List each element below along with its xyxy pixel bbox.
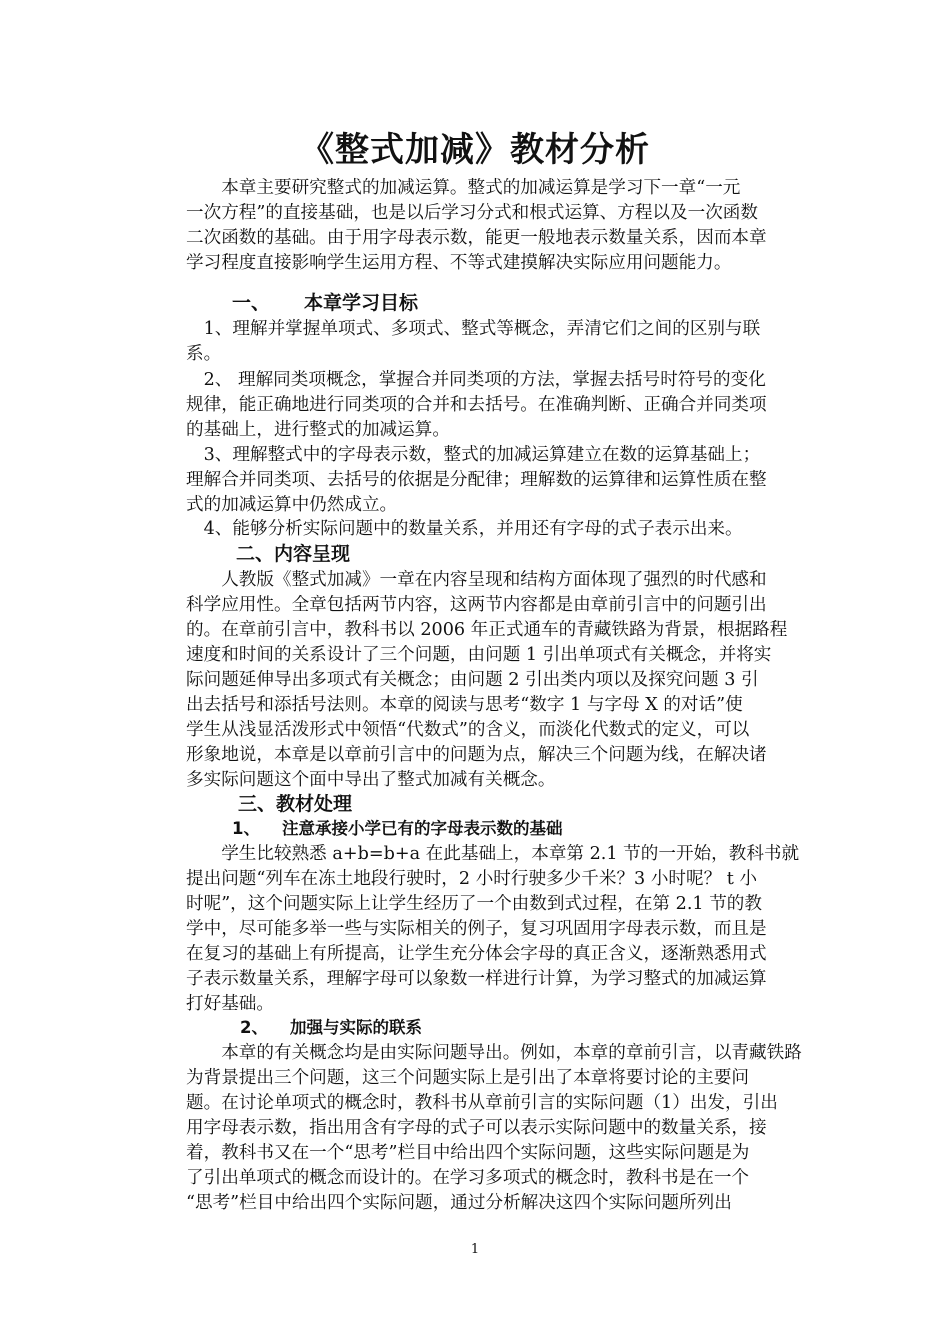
text-line: 学生比较熟悉 a+b=b+a 在此基础上，本章第 2.1 节的一开始，教科书就 <box>186 844 800 864</box>
text-line: 3、理解整式中的字母表示数，整式的加减运算建立在数的运算基础上； <box>186 445 761 465</box>
text-line: 学生从浅显活泼形式中领悟“代数式”的含义，而淡化代数式的定义，可以 <box>186 720 750 740</box>
subsection-number: 2、 <box>240 1018 268 1037</box>
text-line: 理解合并同类项、去括号的依据是分配律；理解数的运算律和运算性质在整 <box>186 470 767 490</box>
text-line: 形象地说，本章是以章前引言中的问题为点，解决三个问题为线，在解决诸 <box>186 745 767 765</box>
text-line: 本章主要研究整式的加减运算。整式的加减运算是学习下一章“一元 <box>186 178 741 198</box>
text-line: 4、能够分析实际问题中的数量关系，并用还有字母的式子表示出来。 <box>186 519 743 539</box>
page-title: 《整式加减》教材分析 <box>300 130 650 170</box>
text-line: 学习程度直接影响学生运用方程、不等式建摸解决实际应用问题能力。 <box>186 253 732 273</box>
text-line: 在复习的基础上有所提高，让学生充分体会字母的真正含义，逐渐熟悉用式 <box>186 944 767 964</box>
subsection-1-paragraph <box>186 842 808 1017</box>
intro-paragraph <box>186 176 808 276</box>
subsection-number: 1、 <box>232 819 260 838</box>
text-line: 着，教科书又在一个“思考”栏目中给出四个实际问题，这些实际问题是为 <box>186 1143 750 1163</box>
text-line: 的。在章前引言中，教科书以 2006 年正式通车的青藏铁路为背景，根据路程 <box>186 620 788 640</box>
subsection-title: 加强与实际的联系 <box>289 1018 422 1037</box>
section-heading-goals <box>232 290 418 316</box>
goal-item-2 <box>186 368 808 443</box>
text-line: 多实际问题这个面中导出了整式加减有关概念。 <box>186 770 556 790</box>
text-line: 速度和时间的关系设计了三个问题，由问题 1 引出单项式有关概念，并将实 <box>186 645 772 665</box>
text-line: 的基础上，进行整式的加减运算。 <box>186 420 450 440</box>
text-line: 题。在讨论单项式的概念时，教科书从章前引言的实际问题（1）出发，引出 <box>186 1093 778 1113</box>
text-line: 人教版《整式加减》一章在内容呈现和结构方面体现了强烈的时代感和 <box>186 570 767 590</box>
text-line: “思考”栏目中给出四个实际问题，通过分析解决这四个实际问题所列出 <box>186 1193 732 1213</box>
text-line: 二次函数的基础。由于用字母表示数，能更一般地表示数量关系，因而本章 <box>186 228 767 248</box>
content-paragraph <box>186 568 808 793</box>
text-line: 用字母表示数，指出用含有字母的式子可以表示实际问题中的数量关系，接 <box>186 1118 767 1138</box>
text-line: 科学应用性。全章包括两节内容，这两节内容都是由章前引言中的问题引出 <box>186 595 767 615</box>
text-line: 一次方程”的直接基础，也是以后学习分式和根式运算、方程以及一次函数 <box>186 203 758 223</box>
text-line: 提出问题“列车在冻土地段行驶时，2 小时行驶多少千米？3 小时呢？ t 小 <box>186 869 758 889</box>
goal-item-3 <box>186 443 808 518</box>
text-line: 1、理解并掌握单项式、多项式、整式等概念，弄清它们之间的区别与联 <box>186 319 761 339</box>
text-line: 了引出单项式的概念而设计的。在学习多项式的概念时，教科书是在一个 <box>186 1168 750 1188</box>
text-line: 时呢”，这个问题实际上让学生经历了一个由数到式过程，在第 2.1 节的教 <box>186 894 762 914</box>
section-title: 本章学习目标 <box>304 292 419 314</box>
text-line: 出去括号和添括号法则。本章的阅读与思考“数字 1 与字母 X 的对话”使 <box>186 695 743 715</box>
subsection-heading-1 <box>232 817 562 841</box>
page-number: 1 <box>470 1242 480 1257</box>
subsection-heading-2 <box>240 1016 422 1040</box>
section-heading-processing: 三、教材处理 <box>238 793 353 815</box>
text-line: 系。 <box>186 344 222 364</box>
text-line: 规律，能正确地进行同类项的合并和去括号。在准确判断、正确合并同类项 <box>186 395 767 415</box>
text-line: 2、 理解同类项概念，掌握合并同类项的方法，掌握去括号时符号的变化 <box>186 370 766 390</box>
subsection-title: 注意承接小学已有的字母表示数的基础 <box>281 819 563 838</box>
goal-item-1 <box>186 317 808 367</box>
section-heading-content: 二、内容呈现 <box>236 543 351 565</box>
text-line: 子表示数量关系，理解字母可以象数一样进行计算，为学习整式的加减运算 <box>186 969 767 989</box>
text-line: 式的加减运算中仍然成立。 <box>186 495 398 515</box>
text-line: 本章的有关概念均是由实际问题导出。例如，本章的章前引言，以青藏铁路 <box>186 1043 802 1063</box>
subsection-2-paragraph <box>186 1041 808 1216</box>
goal-item-4 <box>186 517 808 542</box>
text-line: 打好基础。 <box>186 994 274 1014</box>
text-line: 为背景提出三个问题，这三个问题实际上是引出了本章将要讨论的主要问 <box>186 1068 750 1088</box>
section-number: 一、 <box>232 292 271 314</box>
text-line: 际问题延伸导出多项式有关概念；由问题 2 引出类内项以及探究问题 3 引 <box>186 670 759 690</box>
text-line: 学中，尽可能多举一些与实际相关的例子，复习巩固用字母表示数，而且是 <box>186 919 767 939</box>
